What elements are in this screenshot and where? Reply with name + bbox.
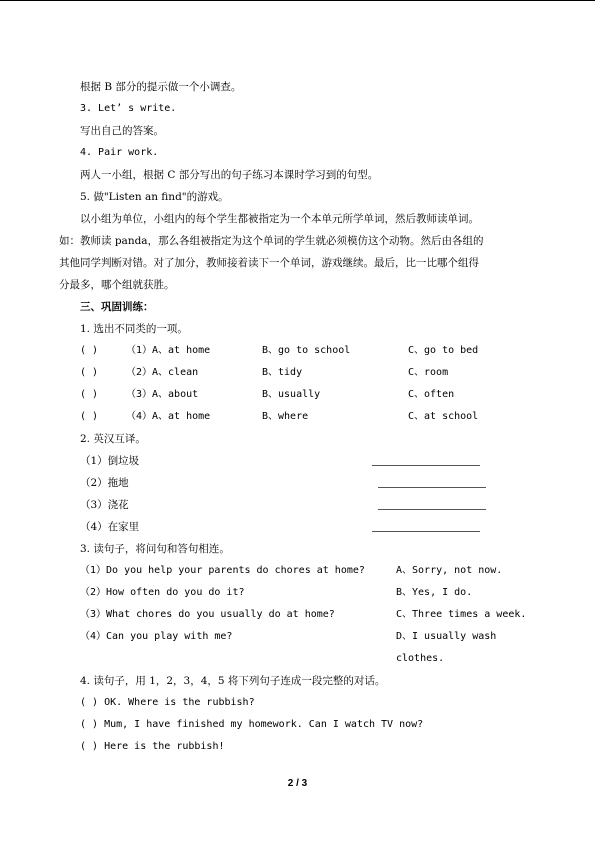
q2-title: 2. 英汉互译。: [80, 433, 146, 445]
page-number: 2 / 3: [287, 778, 308, 789]
q4-dialogue-line[interactable]: ( ) Here is the rubbish!: [80, 741, 225, 752]
q3-answer: A、Sorry, not now.: [396, 565, 503, 576]
q1-row-paren[interactable]: ( ): [80, 367, 99, 378]
q3-question: （1）Do you help your parents do chores at home?: [80, 565, 365, 576]
game-paragraph-line: 以小组为单位，小组内的每个学生都被指定为一个本单元所学单词，然后教师读单词。: [80, 213, 479, 225]
step-3-desc: 写出自己的答案。: [80, 125, 164, 137]
survey-line: 根据 B 部分的提示做一个小调查。: [80, 81, 242, 93]
q1-row-paren[interactable]: ( ): [80, 345, 99, 356]
q1-row-paren[interactable]: ( ): [80, 411, 99, 422]
q2-answer-blank[interactable]: [378, 509, 486, 510]
q1-option-a: （4）A、at home: [126, 411, 211, 422]
q1-option-a: （1）A、at home: [126, 345, 211, 356]
q1-option-b: B、where: [262, 411, 309, 422]
step-3: 3. Let’ s write.: [80, 103, 177, 114]
q2-item: （2）拖地: [80, 477, 129, 489]
q3-title: 3. 读句子，将问句和答句相连。: [80, 543, 230, 555]
step-5: 5. 做"Listen an find"的游戏。: [80, 191, 229, 203]
q2-answer-blank[interactable]: [378, 487, 486, 488]
q1-option-b: B、go to school: [262, 345, 351, 356]
q4-dialogue-line[interactable]: ( ) Mum, I have finished my homework. Can I watch TV now?: [80, 719, 424, 730]
q2-answer-blank[interactable]: [372, 465, 480, 466]
q1-option-b: B、tidy: [262, 367, 303, 378]
q3-question: （4）Can you play with me?: [80, 631, 233, 642]
game-paragraph-line: 如：教师读 panda，那么各组被指定为这个单词的学生就必须模仿这个动物。然后由各组的: [59, 235, 484, 247]
step-4: 4. Pair work.: [80, 147, 159, 158]
q3-answer: B、Yes, I do.: [396, 587, 473, 598]
q1-row-paren[interactable]: ( ): [80, 389, 99, 400]
q2-item: （3）浇花: [80, 499, 129, 511]
q1-option-c: C、room: [408, 367, 449, 378]
q4-dialogue-line[interactable]: ( ) OK. Where is the rubbish?: [80, 697, 255, 708]
q3-question: （3）What chores do you usually do at home?: [80, 609, 335, 620]
q1-option-b: B、usually: [262, 389, 321, 400]
q1-option-c: C、often: [408, 389, 455, 400]
q1-option-a: （2）A、clean: [126, 367, 199, 378]
q3-question: （2）How often do you do it?: [80, 587, 245, 598]
game-paragraph-line: 分最多，哪个组就获胜。: [59, 279, 175, 291]
q4-title: 4. 读句子，用 1，2，3，4，5 将下列句子连成一段完整的对话。: [80, 675, 386, 687]
q2-answer-blank[interactable]: [372, 531, 480, 532]
step-4-desc: 两人一小组，根据 C 部分写出的句子练习本课时学习到的句型。: [80, 169, 379, 181]
section-title: 三、巩固训练：: [80, 301, 154, 313]
q1-option-c: C、go to bed: [408, 345, 479, 356]
q3-answer-continuation: clothes.: [396, 653, 445, 664]
q2-item: （1）倒垃圾: [80, 455, 140, 467]
page-top-rule: [0, 0, 595, 1]
q1-title: 1. 选出不同类的一项。: [80, 323, 188, 335]
q3-answer: D、I usually wash: [396, 631, 497, 642]
game-paragraph-line: 其他同学判断对错。对了加分，教师接着读下一个单词，游戏继续。最后，比一比哪个组得: [59, 257, 479, 269]
q1-option-c: C、at school: [408, 411, 479, 422]
q2-item: （4）在家里: [80, 521, 140, 533]
q1-option-a: （3）A、about: [126, 389, 199, 400]
q3-answer: C、Three times a week.: [396, 609, 527, 620]
